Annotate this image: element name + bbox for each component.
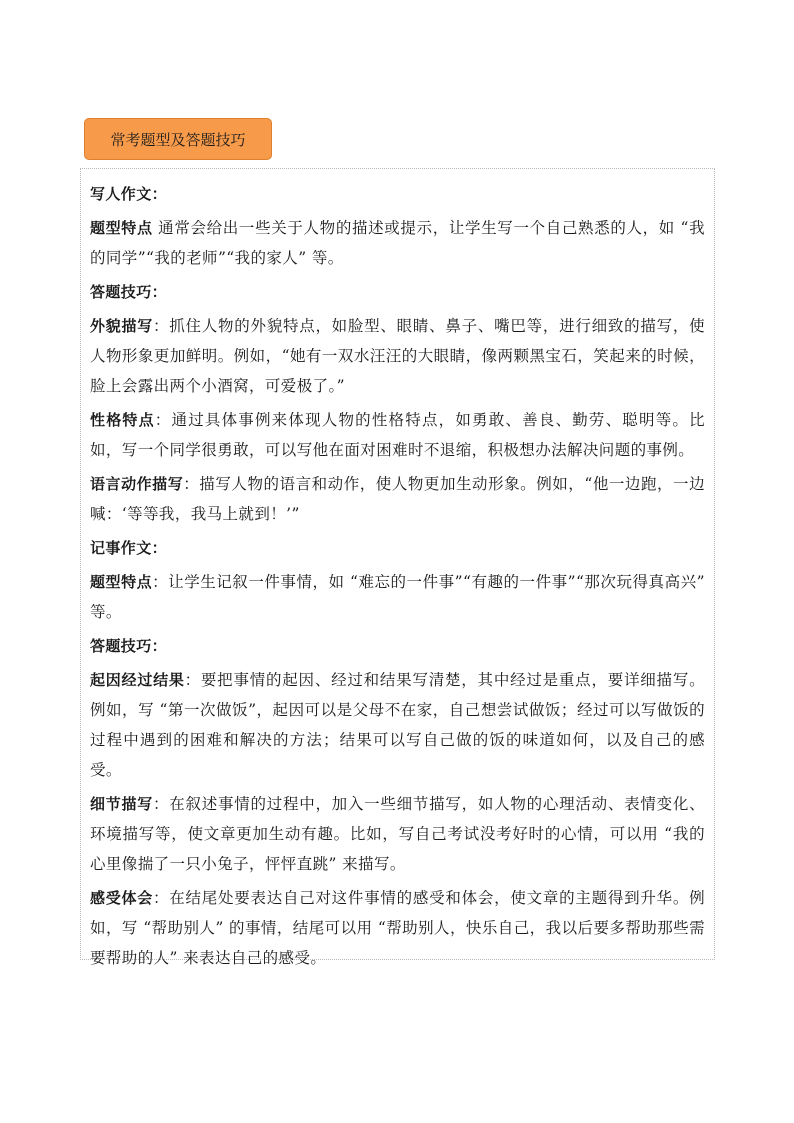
paragraph-narrative-tips-heading <box>90 631 705 661</box>
content-box <box>80 168 715 967</box>
paragraph-writing-people-heading <box>90 179 705 209</box>
paragraph-lead: 起因经过结果 <box>90 671 185 689</box>
paragraph-text: ：让学生记叙一件事情，如 “难忘的一件事”“有趣的一件事”“那次玩得真高兴” 等。 <box>90 573 705 621</box>
paragraph-lead: 答题技巧： <box>90 283 168 301</box>
paragraph-text: ：描写人物的语言和动作，使人物更加生动形象。例如，“他一边跑，一边喊：‘等等我，我马上就到！’” <box>90 475 705 523</box>
section-title-tab <box>84 118 272 160</box>
paragraph-lead: 写人作文： <box>90 185 168 203</box>
paragraph-text: ：在叙述事情的过程中，加入一些细节描写，如人物的心理活动、表情变化、环境描写等，使文章更加生动有趣。比如，写自己考试没考好时的心情，可以用 “我的心里像揣了一只小兔子，怦怦直跳” 来描写。 <box>90 795 705 873</box>
section-title: 常考题型及答题技巧 <box>110 130 246 149</box>
paragraph-lead: 语言动作描写 <box>90 475 184 493</box>
paragraph-lead: 记事作文： <box>90 539 168 557</box>
paragraph-narrative-question-type <box>90 567 705 627</box>
paragraph-appearance <box>90 311 705 401</box>
paragraph-lead: 感受体会 <box>90 889 153 907</box>
paragraph-text: ：要把事情的起因、经过和结果写清楚，其中经过是重点，要详细描写。例如，写 “第一次做饭”，起因可以是父母不在家，自己想尝试做饭；经过可以写做饭的过程中遇到的困难和解决的方法；结果可以写自己做的饭的味道如何，以及自己的感受。 <box>90 671 705 779</box>
paragraph-lead: 性格特点 <box>90 411 155 429</box>
paragraph-cause-process-result <box>90 665 705 785</box>
paragraph-personality <box>90 405 705 465</box>
paragraph-lead: 题型特点 <box>90 573 153 591</box>
paragraph-lead: 答题技巧： <box>90 637 168 655</box>
paragraph-lead: 外貌描写 <box>90 317 153 335</box>
paragraph-text: 通常会给出一些关于人物的描述或提示，让学生写一个自己熟悉的人，如 “我的同学”“我的老师”“我的家人” 等。 <box>90 219 705 267</box>
paragraph-feelings <box>90 883 705 973</box>
paragraph-lead: 题型特点 <box>90 219 153 237</box>
paragraph-people-question-type <box>90 213 705 273</box>
paragraph-people-tips-heading <box>90 277 705 307</box>
paragraph-lead: 细节描写 <box>90 795 153 813</box>
paragraph-text: ：抓住人物的外貌特点，如脸型、眼睛、鼻子、嘴巴等，进行细致的描写，使人物形象更加鲜明。例如，“她有一双水汪汪的大眼睛，像两颗黑宝石，笑起来的时候，脸上会露出两个小酒窝，可爱极了。” <box>90 317 705 395</box>
paragraph-detail-description <box>90 789 705 879</box>
paragraph-text: ：在结尾处要表达自己对这件事情的感受和体会，使文章的主题得到升华。例如，写 “帮助别人” 的事情，结尾可以用 “帮助别人，快乐自己，我以后要多帮助那些需要帮助的人” 来表达自己的感受。 <box>90 889 705 967</box>
paragraph-narrative-heading <box>90 533 705 563</box>
paragraph-speech-action <box>90 469 705 529</box>
paragraph-text: ：通过具体事例来体现人物的性格特点，如勇敢、善良、勤劳、聪明等。比如，写一个同学很勇敢，可以写他在面对困难时不退缩，积极想办法解决问题的事例。 <box>90 411 705 459</box>
